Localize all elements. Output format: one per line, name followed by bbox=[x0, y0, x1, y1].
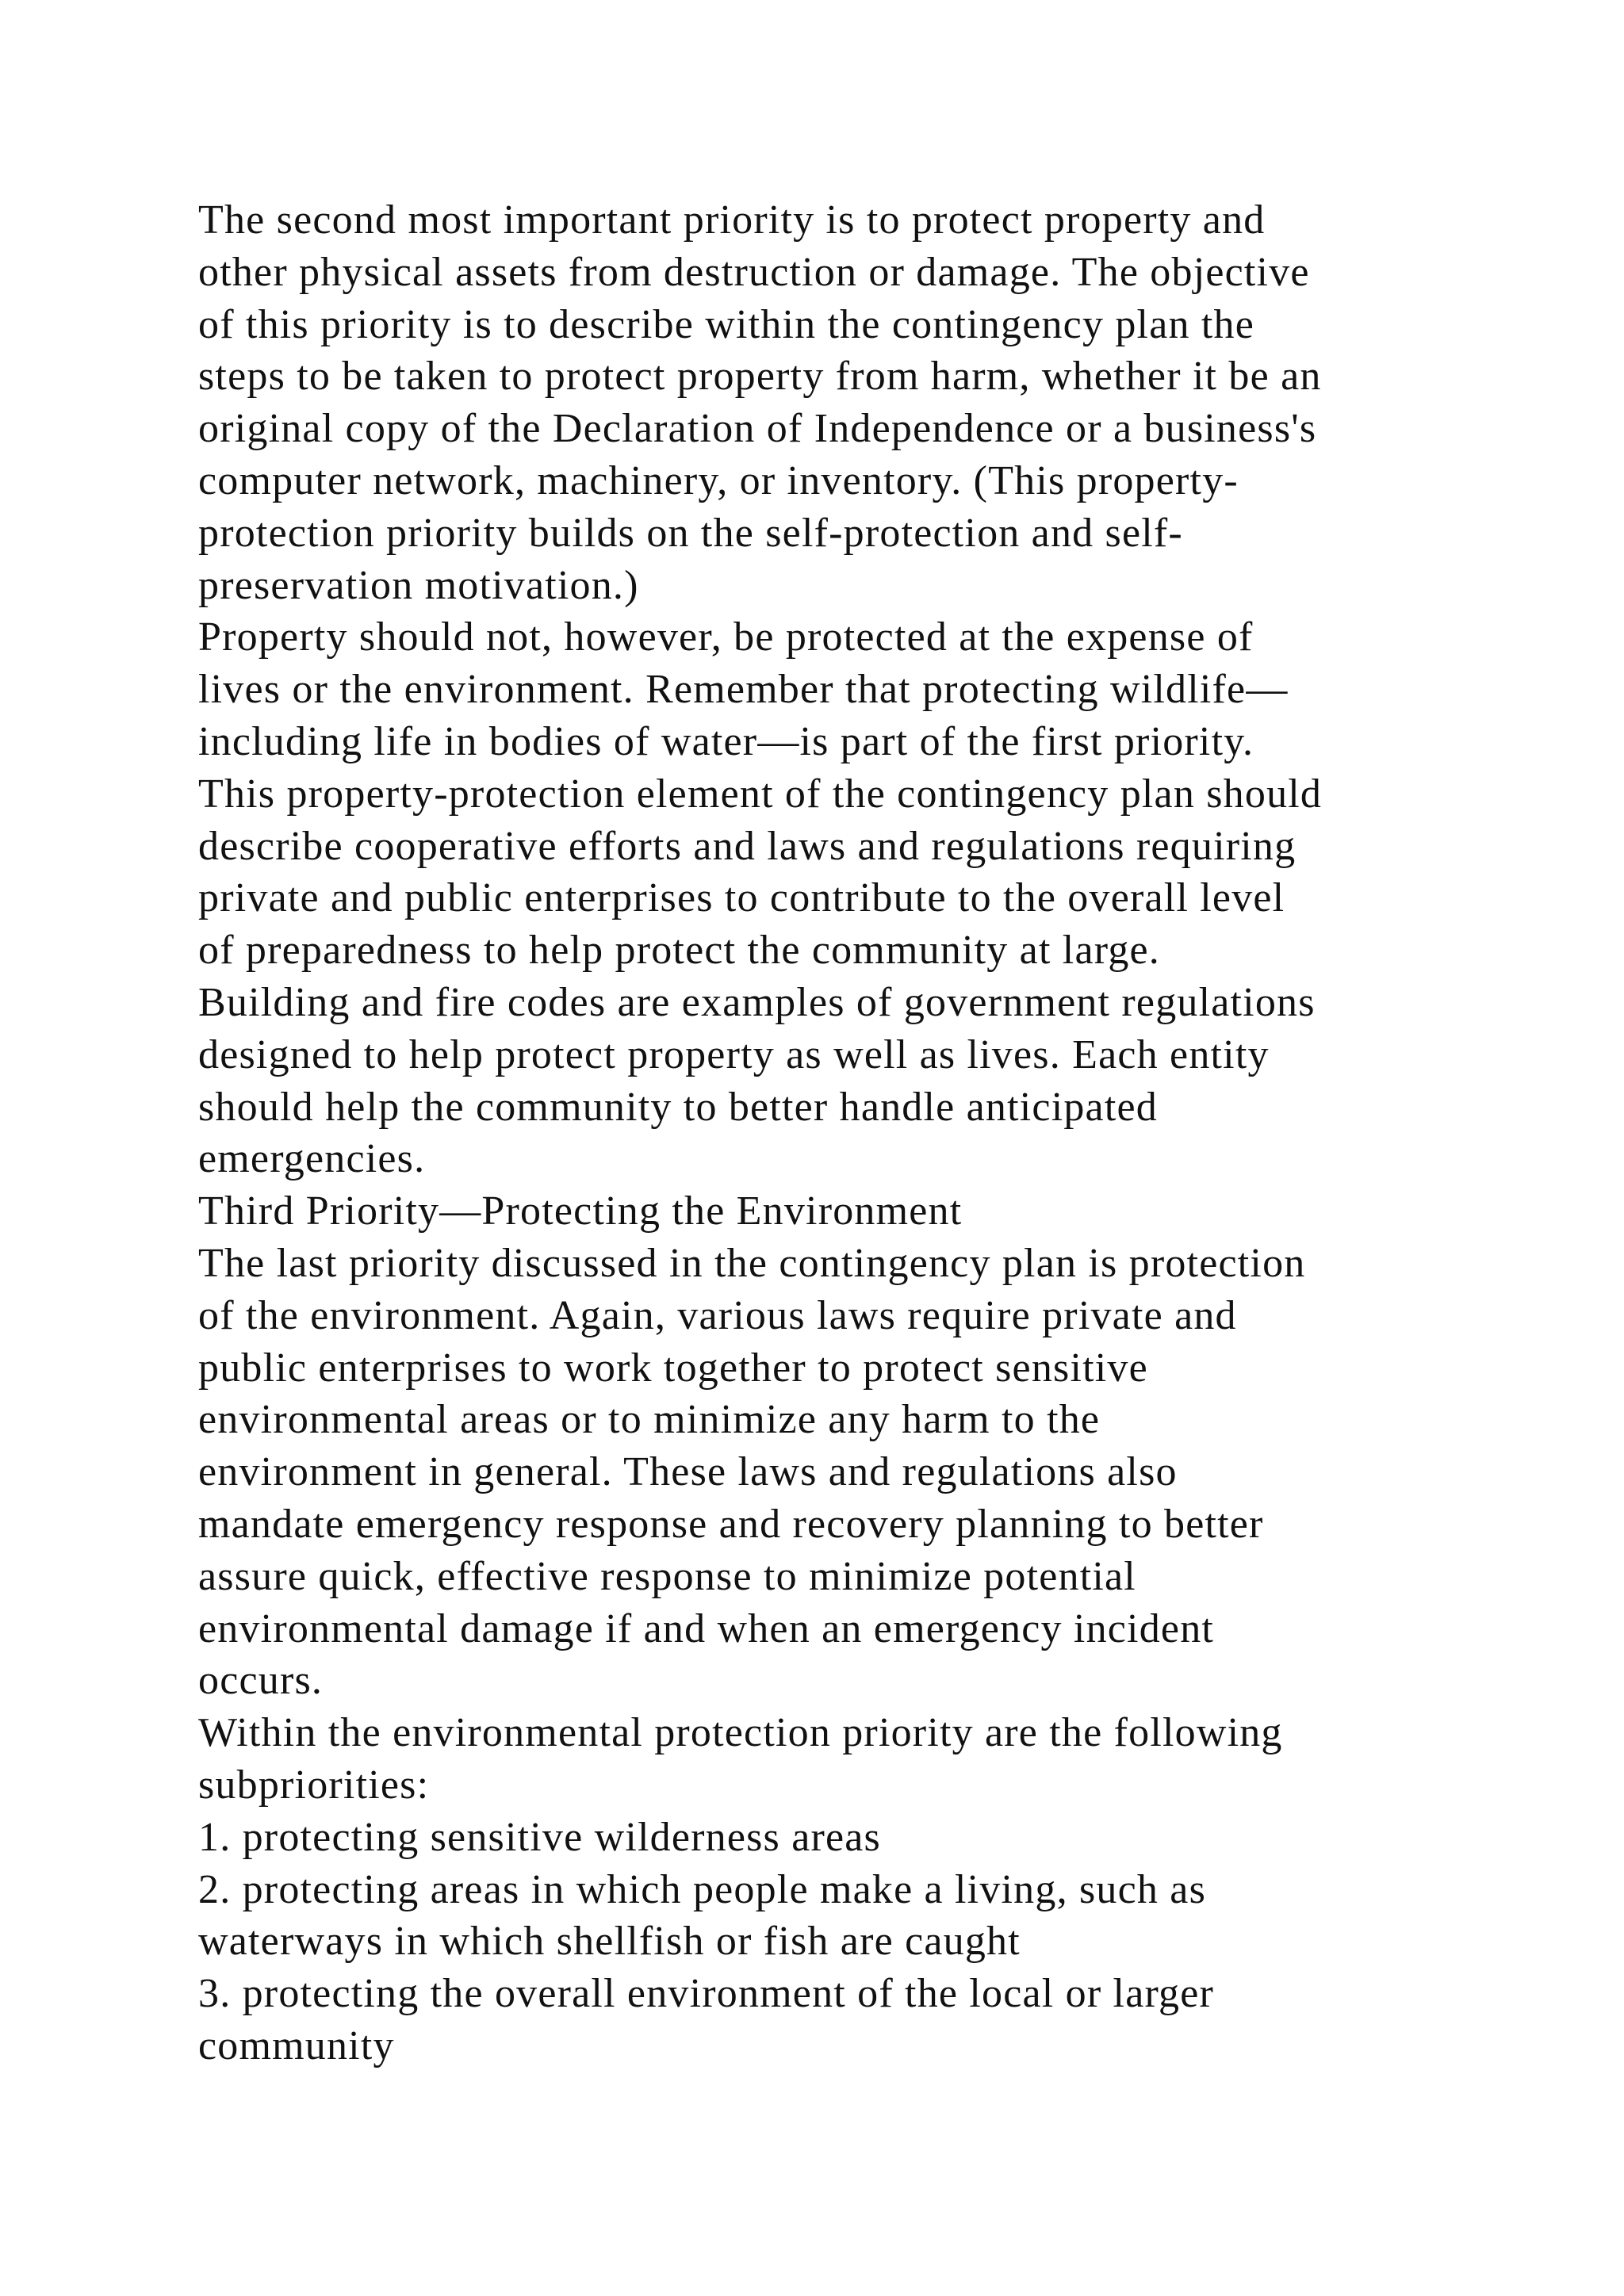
list-item-continuation: waterways in which shellfish or fish are caught bbox=[198, 1919, 1021, 1965]
text-line: subpriorities: bbox=[198, 1762, 430, 1808]
list-item-continuation: community bbox=[198, 2022, 395, 2068]
text-line: describe cooperative efforts and laws and regulations requiring bbox=[198, 823, 1297, 869]
text-line: designed to help protect property as well as lives. Each entity bbox=[198, 1031, 1270, 1077]
text-line: The last priority discussed in the contingency plan is protection bbox=[198, 1240, 1306, 1286]
text-line: computer network, machinery, or inventory. (This property- bbox=[198, 457, 1239, 503]
text-line: environment in general. These laws and regulations also bbox=[198, 1449, 1178, 1495]
text-line: other physical assets from destruction or damage. The objective bbox=[198, 249, 1310, 295]
text-line: original copy of the Declaration of Independence or a business's bbox=[198, 406, 1317, 452]
section-heading: Third Priority—Protecting the Environment bbox=[198, 1188, 963, 1234]
text-line: steps to be taken to protect property from harm, whether it be an bbox=[198, 354, 1322, 400]
text-line: environmental damage if and when an emergency incident bbox=[198, 1605, 1215, 1651]
text-line: including life in bodies of water—is part of the first priority. bbox=[198, 718, 1254, 764]
text-line: private and public enterprises to contribute to the overall level bbox=[198, 875, 1285, 921]
text-line: The second most important priority is to protect property and bbox=[198, 197, 1266, 243]
text-line: Property should not, however, be protected at the expense of bbox=[198, 614, 1254, 660]
list-item: 1. protecting sensitive wilderness areas bbox=[198, 1814, 881, 1860]
text-line: environmental areas or to minimize any harm to the bbox=[198, 1397, 1101, 1443]
text-line: of this priority is to describe within the contingency plan the bbox=[198, 301, 1255, 347]
text-line: Within the environmental protection priority are the following bbox=[198, 1710, 1283, 1756]
text-line: This property-protection element of the contingency plan should bbox=[198, 771, 1323, 817]
list-item: 3. protecting the overall environment of the local or larger bbox=[198, 1971, 1215, 2017]
text-line: public enterprises to work together to protect sensitive bbox=[198, 1345, 1148, 1391]
text-line: assure quick, effective response to minimize potential bbox=[198, 1553, 1136, 1599]
text-line: Building and fire codes are examples of government regulations bbox=[198, 979, 1316, 1025]
text-line: mandate emergency response and recovery planning to better bbox=[198, 1501, 1264, 1547]
text-line: of preparedness to help protect the community at large. bbox=[198, 928, 1160, 974]
text-line: should help the community to better handle anticipated bbox=[198, 1084, 1158, 1130]
text-line: preservation motivation.) bbox=[198, 562, 639, 608]
text-line: occurs. bbox=[198, 1658, 324, 1704]
text-line: emergencies. bbox=[198, 1136, 426, 1182]
text-line: of the environment. Again, various laws require private and bbox=[198, 1292, 1237, 1338]
text-line: lives or the environment. Remember that protecting wildlife— bbox=[198, 667, 1289, 713]
list-item: 2. protecting areas in which people make a living, such as bbox=[198, 1866, 1207, 1912]
text-line: protection priority builds on the self-protection and self- bbox=[198, 510, 1183, 556]
document-body bbox=[198, 194, 1499, 2072]
